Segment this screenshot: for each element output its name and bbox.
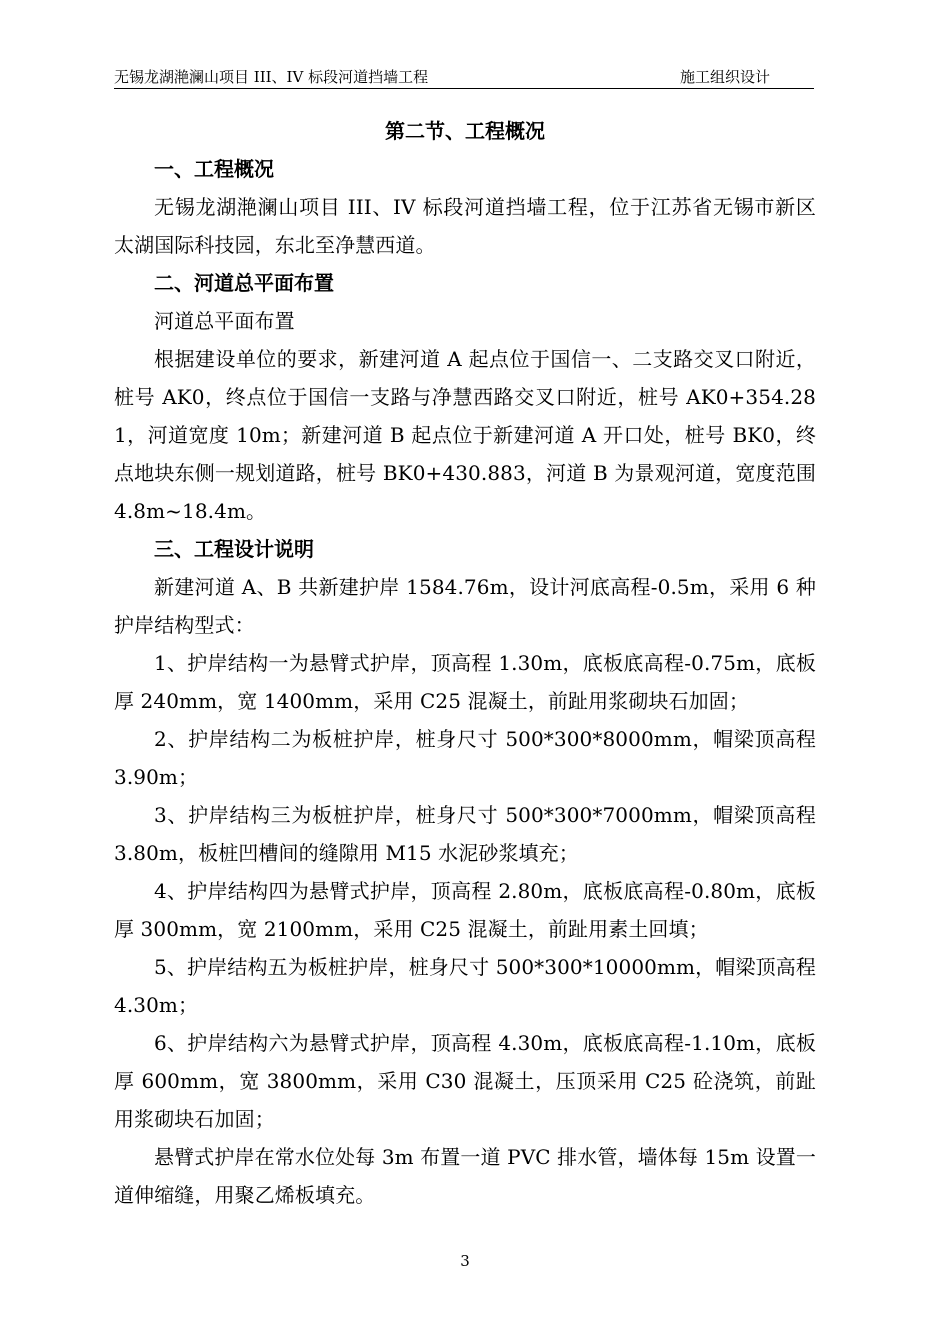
document-body xyxy=(114,112,816,1214)
page-header xyxy=(114,66,814,89)
section-title: 第二节、工程概况 xyxy=(385,119,545,143)
header-document-type: 施工组织设计 xyxy=(680,68,771,86)
list-item-structure-2: 2、护岸结构二为板桩护岸，桩身尺寸 500*300*8000mm，帽梁顶高程 3.90m； xyxy=(114,727,816,789)
list-item-structure-6: 6、护岸结构六为悬臂式护岸，顶高程 4.30m，底板底高程-1.10m，底板厚 600mm，宽 3800mm，采用 C30 混凝土，压顶采用 C25 砼浇筑，前趾用浆砌块石加固； xyxy=(114,1031,816,1131)
list-item-structure-5: 5、护岸结构五为板桩护岸，桩身尺寸 500*300*10000mm，帽梁顶高程 4.30m； xyxy=(114,955,816,1017)
paragraph-design-intro: 新建河道 A、B 共新建护岸 1584.76m，设计河底高程-0.5m，采用 6 种护岸结构型式： xyxy=(114,575,816,637)
paragraph-river-layout-label: 河道总平面布置 xyxy=(154,309,295,333)
heading-river-layout: 二、河道总平面布置 xyxy=(154,271,334,295)
list-item-structure-1: 1、护岸结构一为悬臂式护岸，顶高程 1.30m，底板底高程-0.75m，底板厚 240mm，宽 1400mm，采用 C25 混凝土，前趾用浆砌块石加固； xyxy=(114,651,816,713)
paragraph-river-layout-details: 根据建设单位的要求，新建河道 A 起点位于国信一、二支路交叉口附近，桩号 AK0，终点位于国信一支路与净慧西路交叉口附近，桩号 AK0+354.281，河道宽度 10m；新建河道 B 起点位于新建河道 A 开口处，桩号 BK0，终点地块东侧一规划道路，桩号 BK0+430.883，河道 B 为景观河道，宽度范围 4.8m~18.4m。 xyxy=(114,347,816,523)
paragraph-project-location: 无锡龙湖滟澜山项目 III、IV 标段河道挡墙工程，位于江苏省无锡市新区太湖国际科技园，东北至净慧西道。 xyxy=(114,195,816,257)
list-item-structure-3: 3、护岸结构三为板桩护岸，桩身尺寸 500*300*7000mm，帽梁顶高程 3.80m，板桩凹槽间的缝隙用 M15 水泥砂浆填充； xyxy=(114,803,816,865)
heading-design-description: 三、工程设计说明 xyxy=(154,537,314,561)
header-project-title: 无锡龙湖滟澜山项目 III、IV 标段河道挡墙工程 xyxy=(114,68,429,86)
paragraph-drainage-joints: 悬臂式护岸在常水位处每 3m 布置一道 PVC 排水管，墙体每 15m 设置一道伸缩缝，用聚乙烯板填充。 xyxy=(114,1145,816,1207)
page-number: 3 xyxy=(460,1252,470,1270)
heading-project-overview: 一、工程概况 xyxy=(154,157,274,181)
list-item-structure-4: 4、护岸结构四为悬臂式护岸，顶高程 2.80m，底板底高程-0.80m，底板厚 300mm，宽 2100mm，采用 C25 混凝土，前趾用素土回填； xyxy=(114,879,816,941)
